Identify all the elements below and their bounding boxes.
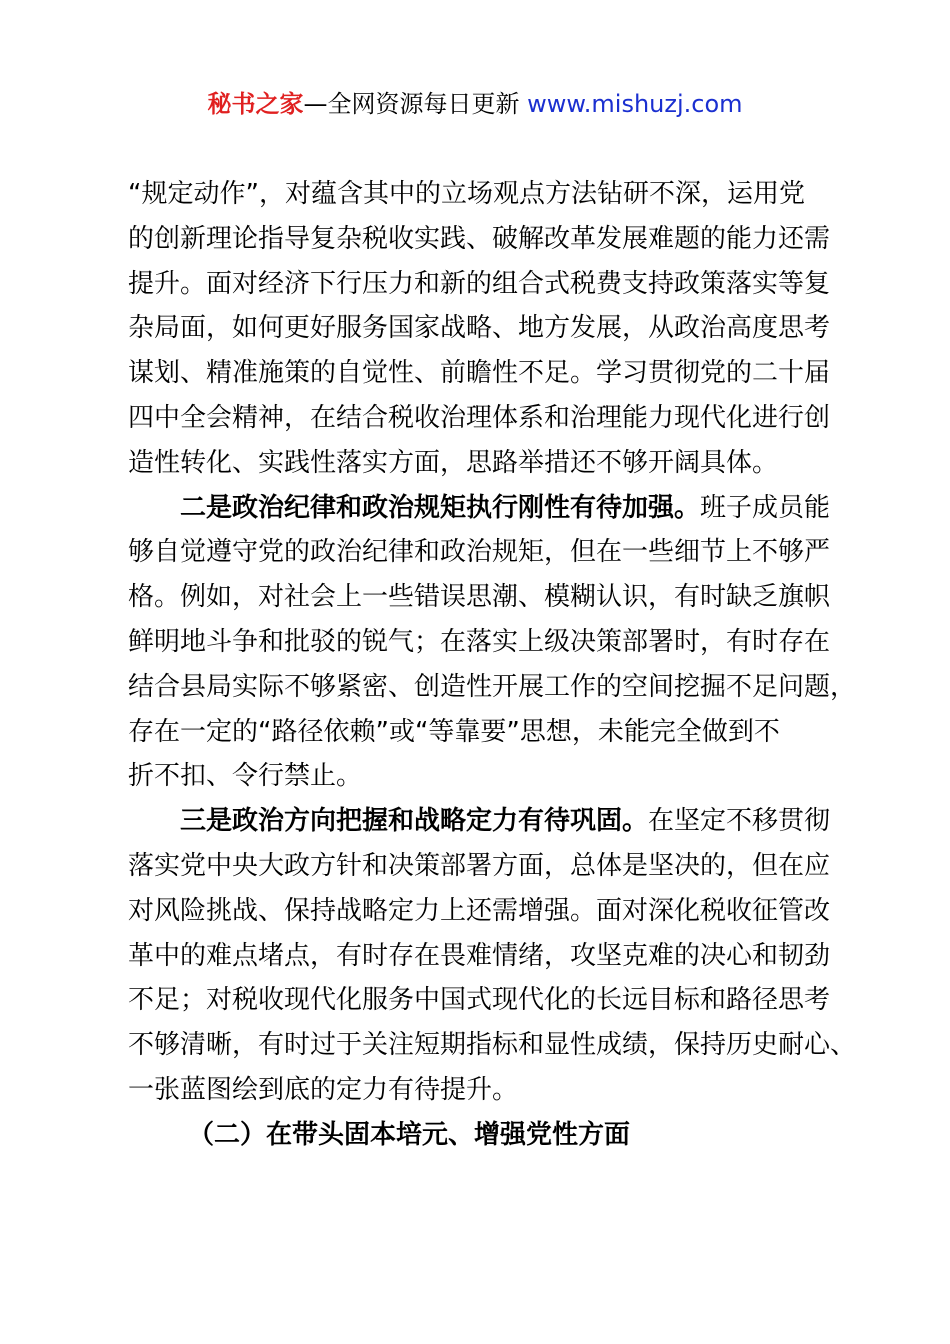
text-line: “规定动作”，对蕴含其中的立场观点方法钻研不深，运用党 <box>128 179 805 209</box>
paragraph-3-first-line <box>128 799 831 844</box>
text-line: 不足；对税收现代化服务中国式现代化的长远目标和路径思考 <box>128 985 831 1016</box>
text-line: 鲜明地斗争和批驳的锐气；在落实上级决策部署时，有时存在 <box>128 626 831 657</box>
point-3-heading: 三是政治方向把握和战略定力有待巩固。 <box>180 806 649 837</box>
text-line: 的创新理论指导复杂税收实践、破解改革发展难题的能力还需 <box>128 223 831 254</box>
website-link[interactable]: www.mishuzj.com <box>527 90 743 118</box>
text-line: 谋划、精准施策的自觉性、前瞻性不足。学习贯彻党的二十届 <box>128 358 831 389</box>
text-line: 格。例如，对社会上一些错误思潮、模糊认识，有时缺乏旗帜 <box>128 582 831 613</box>
text-line: 折不扣、令行禁止。 <box>128 761 363 792</box>
section-subheading: （二）在带头固本培元、增强党性方面 <box>188 1119 631 1150</box>
text-line: 造性转化、实践性落实方面，思路举措还不够开阔具体。 <box>128 447 779 478</box>
text-line: 存在一定的“路径依赖”或“等靠要”思想，未能完全做到不 <box>128 716 780 747</box>
page-header <box>0 86 950 122</box>
text-run: 在坚定不移贯彻 <box>648 806 831 837</box>
brand-name: 秘书之家 <box>207 90 304 118</box>
text-line: 四中全会精神，在结合税收治理体系和治理能力现代化进行创 <box>128 402 831 433</box>
paragraph-2-first-line <box>128 486 831 531</box>
text-line: 杂局面，如何更好服务国家战略、地方发展，从政治高度思考 <box>128 313 831 344</box>
text-line: 提升。面对经济下行压力和新的组合式税费支持政策落实等复 <box>128 268 831 299</box>
header-tagline: —全网资源每日更新 <box>303 90 528 118</box>
text-line: 一张蓝图绘到底的定力有待提升。 <box>128 1074 519 1105</box>
text-line: 够自觉遵守党的政治纪律和政治规矩，但在一些细节上不够严 <box>128 537 831 568</box>
text-line: 革中的难点堵点，有时存在畏难情绪，攻坚克难的决心和韧劲 <box>128 940 831 971</box>
point-2-heading: 二是政治纪律和政治规矩执行刚性有待加强。 <box>180 492 701 523</box>
text-line: 对风险挑战、保持战略定力上还需增强。面对深化税收征管改 <box>128 895 831 926</box>
document-body <box>128 172 857 1158</box>
text-line: 落实党中央大政方针和决策部署方面，总体是坚决的，但在应 <box>128 850 831 881</box>
text-run: 班子成员能 <box>700 492 831 523</box>
text-line: 结合县局实际不够紧密、创造性开展工作的空间挖掘不足问题， <box>128 671 857 702</box>
text-line: 不够清晰，有时过于关注短期指标和显性成绩，保持历史耐心、 <box>128 1030 857 1061</box>
